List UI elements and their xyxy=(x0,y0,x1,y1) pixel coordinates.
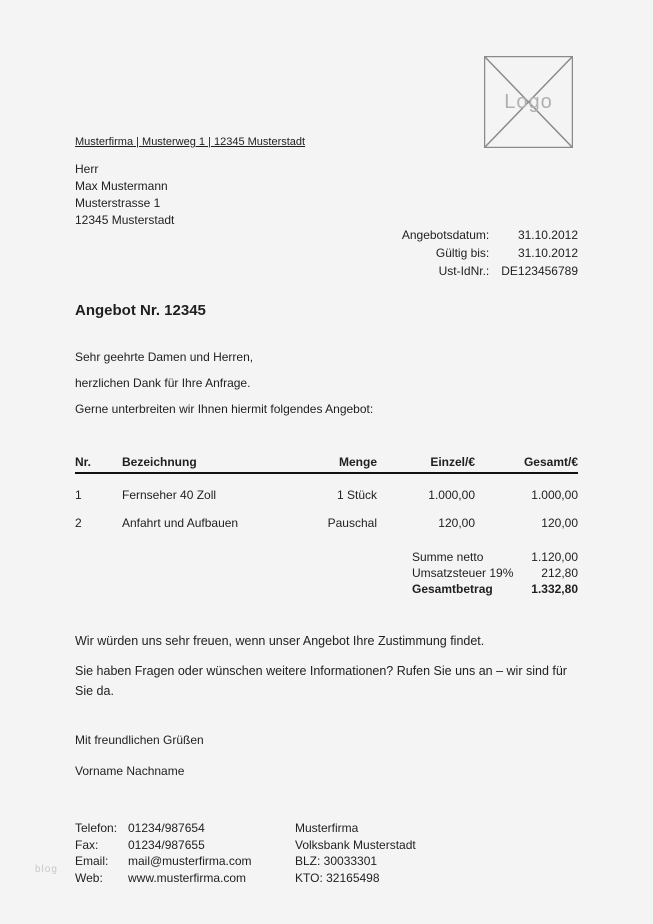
closing-line: Wir würden uns sehr freuen, wenn unser Angebot Ihre Zustimmung findet. xyxy=(75,634,485,648)
meta-valid-value: 31.10.2012 xyxy=(517,246,578,260)
footer-email-row xyxy=(75,853,252,870)
totals-net-row xyxy=(412,549,578,565)
intro-line: Gerne unterbreiten wir Ihnen hiermit folgendes Angebot: xyxy=(75,402,374,416)
intro-text xyxy=(75,351,580,429)
meta-date-label: Angebotsdatum: xyxy=(401,228,490,242)
recipient-address xyxy=(75,161,174,229)
intro-line: herzlichen Dank für Ihre Anfrage. xyxy=(75,376,251,390)
meta-row-vat-id xyxy=(402,264,578,282)
totals-grand-label: Gesamtbetrag xyxy=(412,582,493,596)
signature-block xyxy=(75,733,204,778)
footer-phone-value: 01234/987654 xyxy=(128,821,205,835)
totals-grand-value: 1.332,80 xyxy=(531,582,578,596)
footer-phone-label: Telefon: xyxy=(75,821,118,835)
totals-grand-row xyxy=(412,581,578,597)
footer-company-name: Musterfirma xyxy=(295,821,359,835)
footer-fax-label: Fax: xyxy=(75,837,99,852)
footer-bank-name: Volksbank Musterstadt xyxy=(295,837,416,852)
totals-block xyxy=(412,549,578,597)
item-nr: 2 xyxy=(75,516,82,530)
item-einzelpreis: 1.000,00 xyxy=(428,488,475,502)
offer-meta xyxy=(402,228,578,282)
items-header-menge: Menge xyxy=(277,455,377,473)
items-header-bezeichnung: Bezeichnung xyxy=(122,455,277,473)
footer-web-row xyxy=(75,870,252,887)
meta-vatid-value: DE123456789 xyxy=(501,264,578,278)
totals-vat-label: Umsatzsteuer 19% xyxy=(412,566,514,580)
recipient-street: Musterstrasse 1 xyxy=(75,196,161,210)
logo-placeholder xyxy=(484,56,573,148)
table-row xyxy=(75,502,578,530)
meta-date-value: 31.10.2012 xyxy=(517,228,578,242)
footer-fax-row xyxy=(75,837,252,854)
meta-row-valid-until xyxy=(402,246,578,264)
page-title: Angebot Nr. 12345 xyxy=(75,302,206,319)
item-menge: Pauschal xyxy=(327,516,377,530)
footer-contact xyxy=(75,820,252,886)
footer-fax-value: 01234/987655 xyxy=(128,837,205,852)
table-row xyxy=(75,473,578,502)
totals-net-value: 1.120,00 xyxy=(531,550,578,564)
closing-text xyxy=(75,631,583,711)
recipient-salutation: Herr xyxy=(75,162,99,176)
item-nr: 1 xyxy=(75,488,82,502)
item-einzelpreis: 120,00 xyxy=(438,516,475,530)
totals-net-label: Summe netto xyxy=(412,550,484,564)
footer-bank xyxy=(295,820,416,886)
totals-vat-value: 212,80 xyxy=(541,566,578,580)
footer-web-label: Web: xyxy=(75,870,103,885)
item-gesamtpreis: 120,00 xyxy=(541,516,578,530)
recipient-name: Max Mustermann xyxy=(75,179,168,193)
meta-valid-label: Gültig bis: xyxy=(435,246,490,260)
recipient-city: 12345 Musterstadt xyxy=(75,213,175,227)
footer-kto: KTO: 32165498 xyxy=(295,870,380,885)
items-header-gesamt: Gesamt/€ xyxy=(475,455,578,473)
footer-phone-row xyxy=(75,820,252,837)
footer-web-value: www.musterfirma.com xyxy=(128,870,247,885)
signature-name: Vorname Nachname xyxy=(75,764,185,778)
totals-vat-row xyxy=(412,565,578,581)
item-menge: 1 Stück xyxy=(336,488,377,502)
item-bezeichnung: Anfahrt und Aufbauen xyxy=(122,516,239,530)
meta-vatid-label: Ust-IdNr.: xyxy=(438,264,490,278)
items-header-einzel: Einzel/€ xyxy=(377,455,475,473)
footer-blz: BLZ: 30033301 xyxy=(295,854,378,868)
items-table xyxy=(75,455,578,530)
watermark-text: blog xyxy=(35,864,58,875)
sender-line: Musterfirma | Musterweg 1 | 12345 Musterstadt xyxy=(75,136,306,148)
item-bezeichnung: Fernseher 40 Zoll xyxy=(122,488,217,502)
intro-line: Sehr geehrte Damen und Herren, xyxy=(75,350,254,364)
items-header-row xyxy=(75,455,578,473)
closing-line: Sie haben Fragen oder wünschen weitere Informationen? Rufen Sie uns an – wir sind für Sie da. xyxy=(75,664,567,698)
logo-label: Logo xyxy=(504,90,553,113)
items-header-nr: Nr. xyxy=(75,455,122,473)
footer-email-label: Email: xyxy=(75,854,109,868)
item-gesamtpreis: 1.000,00 xyxy=(531,488,578,502)
footer-email-value: mail@musterfirma.com xyxy=(128,854,252,868)
meta-row-date xyxy=(402,228,578,246)
signature-greeting: Mit freundlichen Grüßen xyxy=(75,733,204,747)
